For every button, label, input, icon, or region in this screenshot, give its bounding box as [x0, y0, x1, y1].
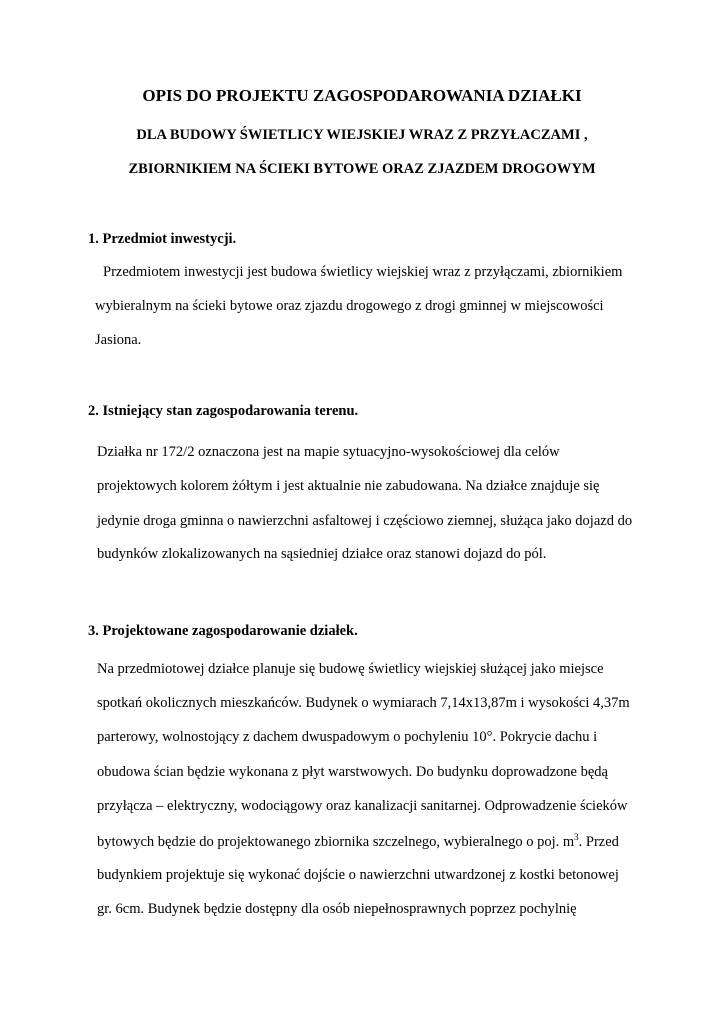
section-1-line: Przedmiotem inwestycji jest budowa świetlicy wiejskiej wraz z przyłączami, zbiornikiem: [103, 264, 623, 280]
section-3-line: gr. 6cm. Budynek będzie dostępny dla osób niepełnosprawnych poprzez pochylnię: [97, 901, 577, 917]
section-2-heading: 2. Istniejący stan zagospodarowania terenu.: [88, 403, 359, 419]
section-2-line: Działka nr 172/2 oznaczona jest na mapie sytuacyjno-wysokościowej dla celów: [97, 444, 560, 460]
section-2-line: projektowych kolorem żółtym i jest aktualnie nie zabudowana. Na działce znajduje się: [97, 478, 600, 494]
section-3-heading: 3. Projektowane zagospodarowanie działek.: [88, 623, 358, 639]
cubic-superscript: 3: [574, 832, 579, 842]
section-3-line: spotkań okolicznych mieszkańców. Budynek o wymiarach 7,14x13,87m i wysokości 4,37m: [97, 695, 630, 711]
volume-text-after: . Przed: [578, 833, 619, 850]
document-title: OPIS DO PROJEKTU ZAGOSPODAROWANIA DZIAŁKI: [142, 86, 582, 105]
section-2-line: budynków zlokalizowanych na sąsiedniej działce oraz stanowi dojazd do pól.: [97, 546, 547, 562]
section-3-line-volume: [97, 832, 619, 851]
section-3-line: Na przedmiotowej działce planuje się budowę świetlicy wiejskiej służącej jako miejsce: [97, 661, 604, 677]
document-subtitle-line-2: ZBIORNIKIEM NA ŚCIEKI BYTOWE ORAZ ZJAZDEM DROGOWYM: [128, 161, 596, 177]
volume-text-before: bytowych będzie do projektowanego zbiornika szczelnego, wybieralnego o poj. m: [97, 833, 575, 850]
section-1-line: Jasiona.: [95, 332, 142, 348]
section-3-line: budynkiem projektuje się wykonać dojście o nawierzchni utwardzonej z kostki betonowej: [97, 867, 619, 883]
section-1-heading: 1. Przedmiot inwestycji.: [88, 231, 237, 247]
section-3-line: obudowa ścian będzie wykonana z płyt warstwowych. Do budynku doprowadzone będą: [97, 764, 608, 780]
section-2-line: jedynie droga gminna o nawierzchni asfaltowej i częściowo ziemnej, służąca jako dojazd do: [97, 513, 633, 529]
section-3-line: przyłącza – elektryczny, wodociągowy oraz kanalizacji sanitarnej. Odprowadzenie ścieków: [97, 798, 628, 814]
section-1-line: wybieralnym na ścieki bytowe oraz zjazdu drogowego z drogi gminnej w miejscowości: [95, 298, 604, 314]
section-3-line: parterowy, wolnostojący z dachem dwuspadowym o pochyleniu 10°. Pokrycie dachu i: [97, 729, 598, 745]
document-subtitle-line-1: DLA BUDOWY ŚWIETLICY WIEJSKIEJ WRAZ Z PRZYŁACZAMI ,: [136, 127, 588, 143]
